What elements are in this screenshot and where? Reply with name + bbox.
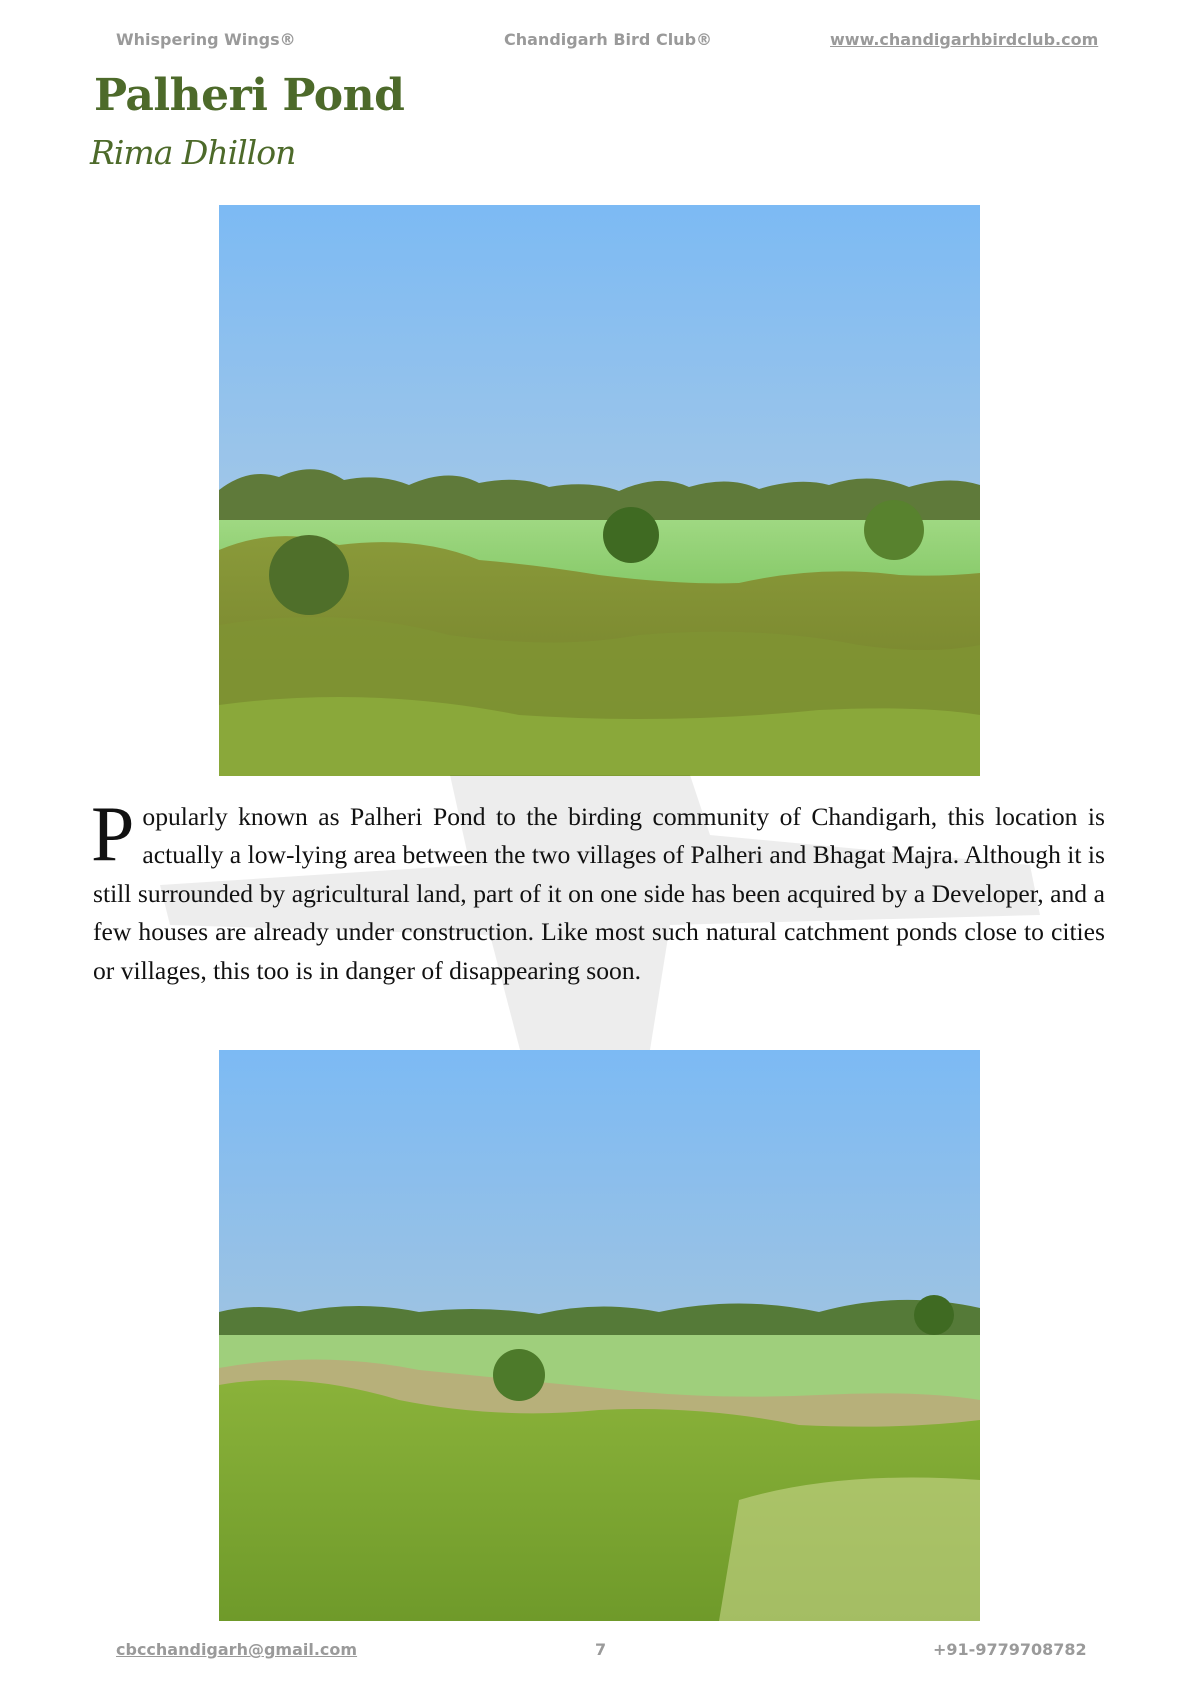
pond-photo-1 xyxy=(219,205,980,776)
pond-photo-2 xyxy=(219,1050,980,1621)
drop-cap: P xyxy=(91,790,135,877)
landscape-photo xyxy=(219,205,980,776)
website-link[interactable]: www.chandigarhbirdclub.com xyxy=(830,30,1099,49)
article-paragraph xyxy=(91,790,1105,990)
article-author: Rima Dhillon xyxy=(90,133,296,172)
article-title: Palheri Pond xyxy=(94,70,405,121)
club-name: Chandigarh Bird Club® xyxy=(504,30,713,49)
page-number: 7 xyxy=(595,1640,607,1659)
email-link[interactable]: cbcchandigarh@gmail.com xyxy=(116,1640,358,1659)
landscape-photo xyxy=(219,1050,980,1621)
phone-number: +91-9779708782 xyxy=(933,1640,1087,1659)
magazine-name: Whispering Wings® xyxy=(116,30,296,49)
paragraph-text: opularly known as Palheri Pond to the birding community of Chandigarh, this location is actually a low-lying area between the two villages of Palheri and Bhagat Majra. Although it is still surrounded by agricultural land, part of it on one side has been acquired by a Developer, and a few houses are already under construction. Like most such natural catchment ponds close to cities or villages, this too is in danger of disappearing soon. xyxy=(93,802,1105,985)
